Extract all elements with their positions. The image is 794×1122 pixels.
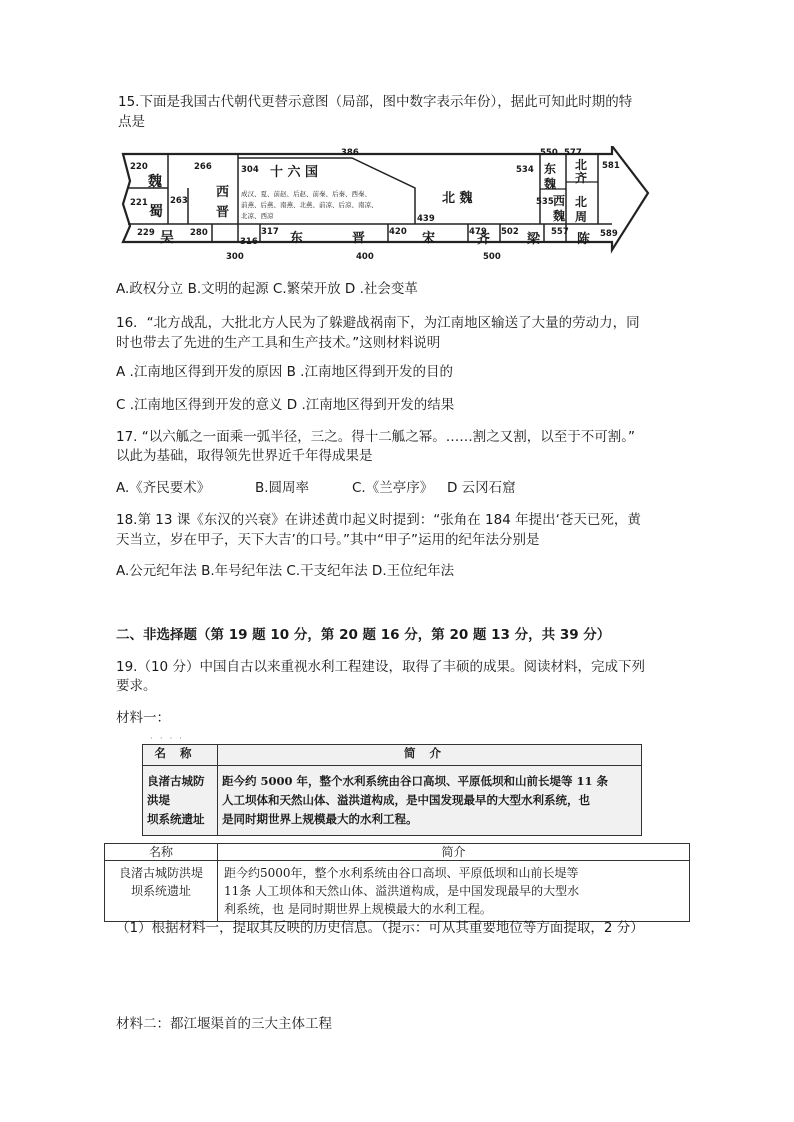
- text-intro-line3: 利系统，也 是同时期世界上规模最大的水利工程。: [224, 902, 492, 916]
- material1-table-scan: [142, 744, 642, 836]
- year-316: 316: [240, 237, 258, 247]
- year-577: 577: [564, 148, 582, 158]
- material1-label: 材料一：: [116, 710, 170, 726]
- material1-table-text: [104, 843, 690, 922]
- q17-option-b: B.圆周率: [255, 480, 310, 496]
- q18-stem-line2: 天当立，岁在甲子，天下大吉’的口号。”其中“甲子”运用的纪年法分别是: [116, 532, 540, 548]
- year-300: 300: [226, 252, 244, 262]
- year-420: 420: [389, 227, 407, 237]
- year-502: 502: [501, 227, 519, 237]
- dynasty-shu: 蜀: [149, 204, 163, 220]
- text-cell-name: [105, 861, 218, 922]
- q16-stem-line1: 16．“北方战乱，大批北方人民为了躲避战祸南下，为江南地区输送了大量的劳动力，同: [116, 315, 640, 331]
- year-557: 557: [551, 227, 569, 237]
- year-589: 589: [600, 229, 618, 239]
- dynasty-eastern-wei-1: 东: [544, 162, 557, 176]
- dynasty-timeline-diagram: [120, 146, 650, 266]
- dynasty-northern-zhou-2: 周: [575, 210, 588, 224]
- scan-cell-name: [143, 766, 218, 836]
- q15-stem-line2: 点是: [118, 114, 145, 130]
- text-name-line2: 坝系统遗址: [130, 884, 191, 898]
- scan-name-line1: 良渚古城防洪堤: [147, 774, 205, 807]
- sixteen-kingdoms-list-2: 前燕、后燕、南燕、北燕、前凉、后凉、南凉、: [241, 201, 378, 209]
- scan-cell-intro: [218, 766, 642, 836]
- year-400: 400: [356, 252, 374, 262]
- year-304: 304: [241, 165, 259, 175]
- year-280: 280: [190, 228, 208, 238]
- scan-header-name: 名称: [143, 745, 218, 766]
- dynasty-northern-wei: 北 魏: [442, 191, 473, 206]
- material2-label: 材料二：都江堰渠首的三大主体工程: [116, 1016, 332, 1032]
- dynasty-liang: 梁: [527, 232, 541, 247]
- dynasty-eastern-jin-2: 晋: [352, 231, 366, 246]
- text-name-line1: 良渚古城防洪堤: [118, 866, 203, 880]
- year-317: 317: [261, 227, 279, 237]
- q16-options-cd: C .江南地区得到开发的意义 D .江南地区得到开发的结果: [116, 397, 455, 413]
- year-535: 535: [536, 197, 554, 207]
- dynasty-chen: 陈: [577, 232, 591, 247]
- dynasty-eastern-jin-1: 东: [290, 231, 304, 246]
- text-intro-line2: 11条 人工坝体和天然山体、溢洪道构成，是中国发现最早的大型水: [224, 884, 580, 898]
- text-header-intro: 简介: [218, 844, 690, 861]
- q15-stem-line1: 15.下面是我国古代朝代更替示意图（局部，图中数字表示年份），据此可知此时期的特: [118, 94, 633, 110]
- q17-stem-line1: 17. “以六觚之一面乘一弧半径，三之。得十二觚之幂。……割之又割，以至于不可割。”: [116, 429, 635, 445]
- q15-options: A.政权分立 B.文明的起源 C.繁荣开放 D .社会变革: [116, 281, 418, 297]
- dynasty-wei: 魏: [148, 174, 162, 190]
- year-439: 439: [417, 214, 435, 224]
- dynasty-northern-qi-2: 齐: [575, 171, 588, 185]
- scan-intro-line2: 人工坝体和天然山体、溢洪道构成，是中国发现最早的大型水利系统，也: [222, 793, 590, 807]
- year-263: 263: [170, 196, 188, 206]
- section2-heading: 二、非选择题（第 19 题 10 分，第 20 题 16 分，第 20 题 13 分，共 39 分）: [116, 627, 611, 643]
- scan-intro-line3: 是同时期世界上规模最大的水利工程。: [222, 812, 418, 826]
- dynasty-western-jin-2: 晋: [216, 205, 230, 220]
- sixteen-kingdoms-list-3: 北凉、西凉: [241, 212, 274, 220]
- year-534: 534: [516, 165, 534, 175]
- q18-stem-line1: 18.第 13 课《东汉的兴衰》在讲述黄巾起义时提到：“张角在 184 年提出‘苍天已死，黄: [116, 512, 641, 528]
- dynasty-western-wei-2: 魏: [553, 209, 566, 223]
- q16-options-ab: A .江南地区得到开发的原因 B .江南地区得到开发的目的: [116, 364, 453, 380]
- dynasty-northern-zhou-1: 北: [575, 195, 588, 209]
- year-386: 386: [341, 148, 359, 158]
- q17-option-d: D 云冈石窟: [447, 480, 516, 496]
- dynasty-southern-qi: 齐: [477, 232, 491, 247]
- year-220: 220: [130, 162, 148, 172]
- dynasty-western-jin-1: 西: [216, 185, 230, 200]
- text-cell-intro: [218, 861, 690, 922]
- sixteen-kingdoms-list-1: 成汉、夏、前赵、后赵、前秦、后秦、西秦、: [241, 190, 371, 198]
- scan-name-line2: 坝系统遗址: [147, 812, 205, 826]
- dynasty-western-wei-1: 西: [553, 194, 566, 208]
- sixteen-kingdoms-title: 十 六 国: [270, 165, 319, 180]
- q17-option-c: C.《兰亭序》: [352, 480, 434, 496]
- q17-stem-line2: 以此为基础，取得领先世界近千年得成果是: [116, 448, 373, 464]
- q16-stem-line2: 时也带去了先进的生产工具和生产技术。”这则材料说明: [116, 335, 441, 351]
- year-221: 221: [130, 198, 148, 208]
- dynasty-wu: 吴: [160, 230, 174, 246]
- scan-intro-line1: 距今约 5000 年，整个水利系统由谷口高坝、平原低坝和山前长堤等 11 条: [222, 774, 609, 788]
- year-479: 479: [469, 227, 487, 237]
- text-intro-line1: 距今约5000年，整个水利系统由谷口高坝、平原低坝和山前长堤等: [224, 866, 579, 880]
- year-500: 500: [483, 252, 501, 262]
- q19-sub1: （1）根据材料一，提取其反映的历史信息。（提示：可从其重要地位等方面提取，2 分）: [116, 920, 644, 936]
- dynasty-song: 宋: [422, 231, 436, 246]
- year-266: 266: [194, 162, 212, 172]
- q19-stem-line2: 要求。: [116, 678, 157, 694]
- text-header-name: 名称: [105, 844, 218, 861]
- dynasty-northern-qi-1: 北: [575, 158, 588, 172]
- year-229: 229: [137, 228, 155, 238]
- scan-header-intro: 简介: [218, 745, 642, 766]
- q17-option-a: A.《齐民要术》: [116, 480, 211, 496]
- scan-dots: · · · ·: [150, 734, 185, 744]
- q18-options: A.公元纪年法 B.年号纪年法 C.干支纪年法 D.王位纪年法: [116, 563, 455, 579]
- year-581: 581: [602, 161, 620, 171]
- year-550: 550: [540, 148, 558, 158]
- q19-stem-line1: 19.（10 分）中国自古以来重视水利工程建设，取得了丰硕的成果。阅读材料，完成下列: [116, 659, 645, 675]
- dynasty-eastern-wei-2: 魏: [544, 177, 557, 191]
